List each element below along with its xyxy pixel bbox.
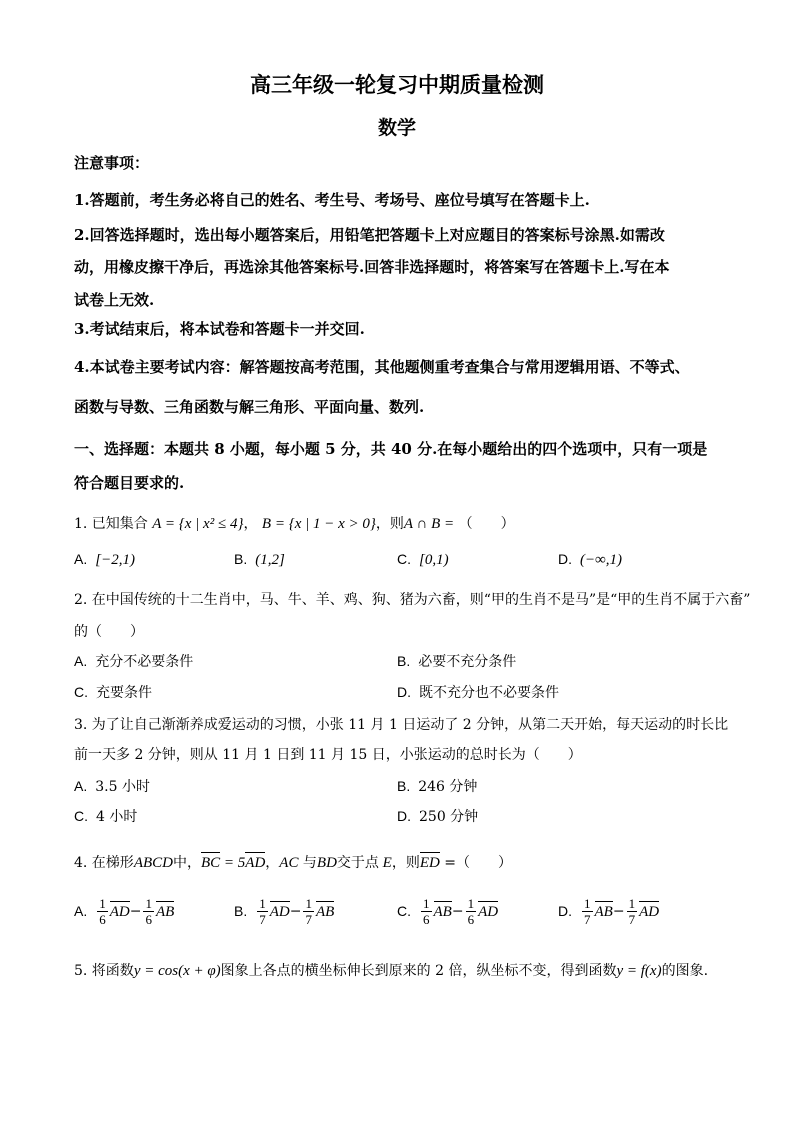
question-1-stem xyxy=(74,513,515,533)
question-3-stem: 3. 为了让自己渐渐养成爱运动的习惯，小张 11 月 1 日运动了 2 分钟，从第二天开始，每天运动的时长比 xyxy=(74,717,729,733)
notice-item: 3.考试结束后，将本试卷和答题卡一并交回. xyxy=(74,320,365,338)
q3-option-a: A. 3.5 小时 xyxy=(74,778,150,795)
q3-option-c: C. 4 小时 xyxy=(74,808,138,825)
q1-option-d: D. (−∞,1) xyxy=(558,551,623,568)
q1-expr: A ∩ B = xyxy=(403,516,455,532)
question-2-stem: 的（ ） xyxy=(74,624,144,640)
question-4-stem: 4. 在梯形ABCD中，BC = 5AD，AC 与BD交于点 E，则ED =（ ） xyxy=(74,855,513,871)
notice-item: 1.答题前，考生务必将自己的姓名、考生号、考场号、座位号填写在答题卡上. xyxy=(74,191,590,209)
q1-suffix: ，则 xyxy=(375,516,404,532)
notice-item: 2.回答选择题时，选出每小题答案后，用铅笔把答题卡上对应题目的答案标号涂黑.如需改 xyxy=(74,226,665,244)
notice-item: 4.本试卷主要考试内容：解答题按高考范围，其他题侧重考查集合与常用逻辑用语、不等式、 xyxy=(74,358,690,376)
q4-option-a: A. $\frac{1}{6}$ AD− $\frac{1}{6}$ AB xyxy=(74,896,175,927)
q1-set-a: A = {x | x² ≤ 4} xyxy=(152,516,244,532)
question-2-stem: 2. 在中国传统的十二生肖中，马、牛、羊、鸡、狗、猪为六畜，则“甲的生肖不是马”是“甲的生肖不属于六畜” xyxy=(74,592,751,608)
notice-item: 动，用橡皮擦干净后，再选涂其他答案标号.回答非选择题时，将答案写在答题卡上.写在本 xyxy=(74,258,670,276)
q2-option-d: D. 既不充分也不必要条件 xyxy=(397,684,559,701)
section-heading: 符合题目要求的. xyxy=(74,474,185,492)
subject-title: 数学 xyxy=(377,117,416,139)
q1-option-a: A. [−2,1) xyxy=(74,551,135,568)
q4-option-b: B. $\frac{1}{7}$ AD− $\frac{1}{7}$ AB xyxy=(234,896,335,927)
q3-option-d: D. 250 分钟 xyxy=(397,808,479,825)
notice-heading: 注意事项： xyxy=(74,154,150,172)
q1-blank: （ ） xyxy=(458,516,515,532)
q3-option-b: B. 246 分钟 xyxy=(397,778,478,795)
q1-prefix: 1. 已知集合 xyxy=(74,516,148,532)
q1-set-b: B = {x | 1 − x > 0} xyxy=(261,516,376,532)
q1-sep: ， xyxy=(243,516,258,532)
section-heading: 一、选择题：本题共 8 小题，每小题 5 分，共 40 分.在每小题给出的四个选项中，只有一项是 xyxy=(74,440,708,458)
q4-option-c: C. $\frac{1}{6}$ AB− $\frac{1}{6}$ AD xyxy=(397,896,499,927)
notice-item: 试卷上无效. xyxy=(74,291,155,309)
notice-item: 函数与导数、三角函数与解三角形、平面向量、数列. xyxy=(74,398,425,416)
q1-option-c: C. [0,1) xyxy=(397,551,449,568)
q2-option-a: A. 充分不必要条件 xyxy=(74,653,194,670)
page-title: 高三年级一轮复习中期质量检测 xyxy=(250,72,544,97)
q2-option-b: B. 必要不充分条件 xyxy=(397,653,517,670)
q1-option-b: B. (1,2] xyxy=(234,551,285,568)
q4-option-d: D. $\frac{1}{7}$ AB− $\frac{1}{7}$ AD xyxy=(558,896,660,927)
question-3-stem: 前一天多 2 分钟，则从 11 月 1 日到 11 月 15 日，小张运动的总时长为（ ） xyxy=(74,747,582,763)
q2-option-c: C. 充要条件 xyxy=(74,684,152,701)
question-5-stem: 5. 将函数y = cos(x + φ)图象上各点的横坐标伸长到原来的 2 倍，纵坐标不变，得到函数y = f(x)的图象. xyxy=(74,963,709,979)
